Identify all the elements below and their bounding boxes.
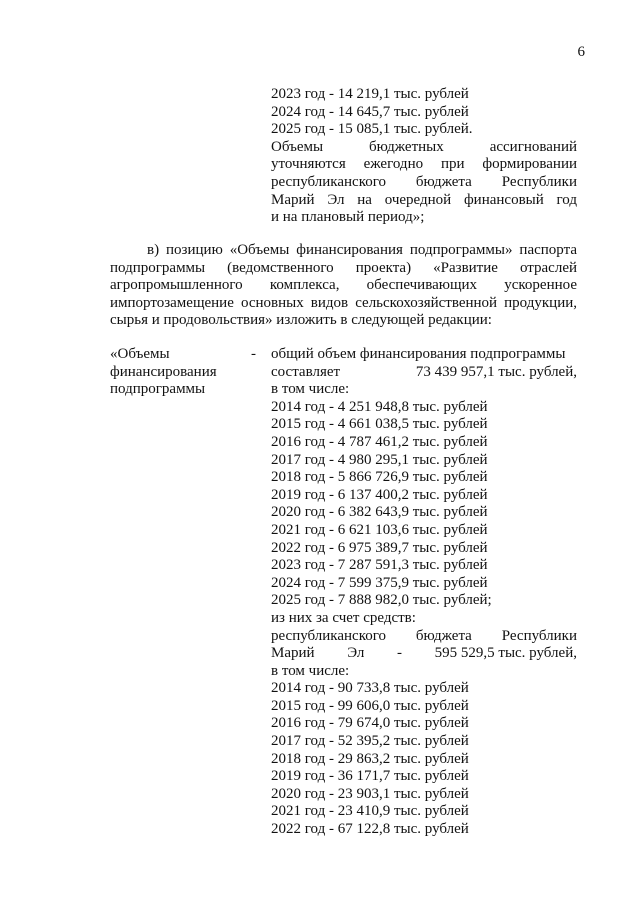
in-that-line: в том числе: [271,381,350,398]
year-line: 2021 год - 6 621 103,6 тыс. рублей [271,521,488,538]
note-line: республиканского бюджета Республики [271,173,577,190]
total-value: 73 439 957,1 тыс. рублей, [415,363,577,380]
label-line: «Объемы [110,346,170,362]
total-amount-row [271,364,577,382]
year-line: 2023 год - 7 287 591,3 тыс. рублей [271,557,488,574]
word: бюджета [415,627,472,644]
word: Республики [501,627,577,644]
republic-budget-row [271,628,577,646]
note-line: Объемы бюджетных ассигнований [271,138,577,155]
year-line: 2024 год - 7 599 375,9 тыс. рублей [271,574,488,591]
word: Марий [271,645,315,662]
year-line: 2021 год - 23 410,9 тыс. рублей [271,803,469,820]
year-line: 2025 год - 15 085,1 тыс. рублей. [271,121,473,138]
paragraph-line: подпрограммы (ведомственного проекта) «Развитие отраслей [110,259,577,276]
paragraph-line: импортозамещение основных видов сельскохозяйственной продукции, [110,294,577,311]
page-number: 6 [577,44,585,60]
year-line: 2022 год - 67 122,8 тыс. рублей [271,821,469,838]
year-line: 2017 год - 52 395,2 тыс. рублей [271,733,469,750]
note-line: и на плановый период»; [271,209,425,226]
label-line: подпрограммы [110,381,206,398]
top-funding-block [271,86,577,227]
year-line: 2023 год - 14 219,1 тыс. рублей [271,86,469,102]
total-line: общий объем финансирования подпрограммы [271,346,566,362]
year-line: 2015 год - 99 606,0 тыс. рублей [271,697,469,714]
paragraph-line: сырья и продовольствия» изложить в следующей редакции: [110,312,492,329]
year-line: 2016 год - 79 674,0 тыс. рублей [271,715,469,732]
year-line: 2014 год - 90 733,8 тыс. рублей [271,680,469,697]
year-line: 2020 год - 23 903,1 тыс. рублей [271,785,469,802]
year-line: 2017 год - 4 980 295,1 тыс. рублей [271,451,488,468]
year-line: 2019 год - 36 171,7 тыс. рублей [271,768,469,785]
year-line: 2016 год - 4 787 461,2 тыс. рублей [271,433,488,450]
total-label: составляет [271,363,341,380]
year-line: 2024 год - 14 645,7 тыс. рублей [271,103,469,120]
amendment-paragraph [110,242,577,330]
year-line: 2014 год - 4 251 948,8 тыс. рублей [271,398,488,415]
year-line: 2020 год - 6 382 643,9 тыс. рублей [271,504,488,521]
mari-el-row [271,645,577,663]
in-that-line: в том числе: [271,662,350,679]
word: Эл [347,645,365,662]
year-line: 2015 год - 4 661 038,5 тыс. рублей [271,416,488,433]
year-line: 2018 год - 5 866 726,9 тыс. рублей [271,469,488,486]
year-line: 2025 год - 7 888 982,0 тыс. рублей; [271,592,492,609]
year-line: 2019 год - 6 137 400,2 тыс. рублей [271,486,488,503]
paragraph-line: агропромышленного комплекса, обеспечивающих ускоренное [110,277,577,294]
from-them-line: из них за счет средств: [271,609,416,626]
label-dash: - [251,346,256,362]
year-line: 2018 год - 29 863,2 тыс. рублей [271,750,469,767]
year-line: 2022 год - 6 975 389,7 тыс. рублей [271,539,488,556]
note-line: Марий Эл на очередной финансовый год [271,191,577,208]
funding-values [271,346,577,839]
note-line: уточняются ежегодно при формировании [271,156,577,173]
word: - [397,645,403,662]
funding-label [110,346,260,399]
label-line: финансирования [110,363,217,380]
republic-budget-value: 595 529,5 тыс. рублей, [434,645,577,662]
paragraph-line: в) позицию «Объемы финансирования подпрограммы» паспорта [147,242,577,258]
word: республиканского [271,627,386,644]
